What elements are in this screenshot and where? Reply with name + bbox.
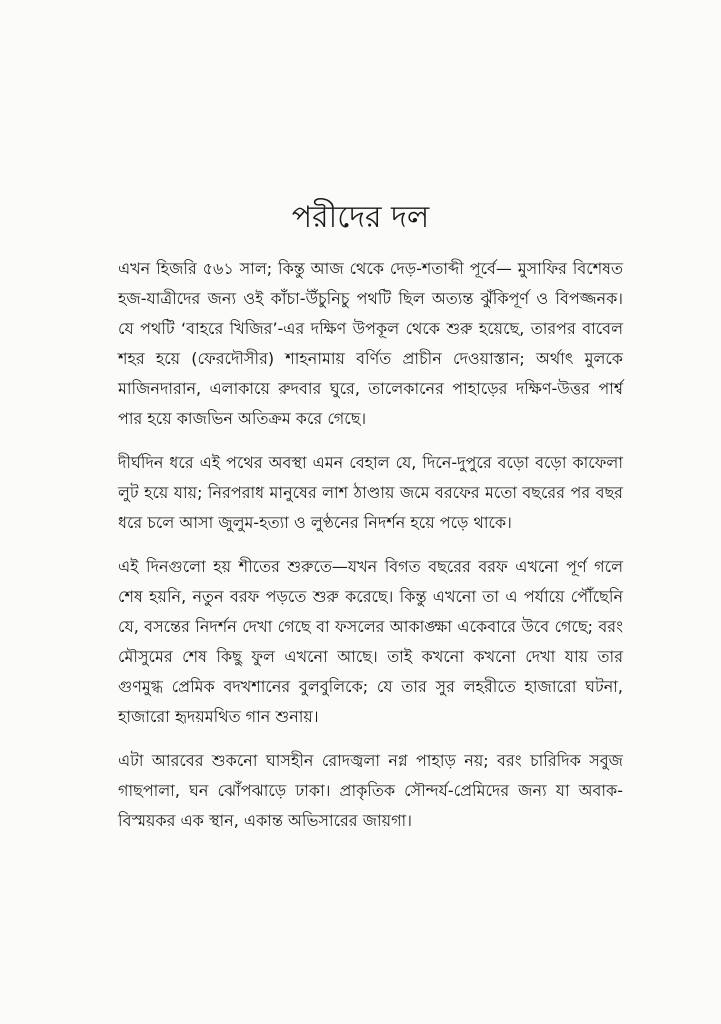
body-text xyxy=(118,254,623,850)
paragraph-3: এই দিনগুলো হয় শীতের শুরুতে—যখন বিগত বছরের বরফ এখনো পূর্ণ গলে শেষ হয়নি, নতুন বরফ পড়তে শুরু করেছে। কিন্তু এখনো তা এ পর্যায়ে পৌঁছেনি যে, বসন্তের নিদর্শন দেখা গেছে বা ফসলের আকাঙ্ক্ষা একেবারে উবে গেছে; বরং মৌসুমের শেষ কিছু ফুল এখনো আছে। তাই কখনো কখনো দেখা যায় তার গুণমুগ্ধ প্রেমিক বদখশানের বুলবুলিকে; যে তার সুর লহরীতে হাজারো ঘটনা, হাজারো হৃদয়মথিত গান শুনায়। xyxy=(118,557,623,726)
paragraph-1: এখন হিজরি ৫৬১ সাল; কিন্তু আজ থেকে দেড়-শতাব্দী পূর্বে— মুসাফির বিশেষত হজ-যাত্রীদের জন্য ওই কাঁচা-উঁচুনিচু পথটি ছিল অত্যন্ত ঝুঁকিপূর্ণ ও বিপজ্জনক। যে পথটি ‘বাহরে খিজির’-এর দক্ষিণ উপকূল থেকে শুরু হয়েছে, তারপর বাবেল শহর হয়ে (ফেরদৌসীর) শাহনামায় বর্ণিত প্রাচীন দেওয়াস্তান; অর্থাৎ মুলকে মাজিনদারান, এলাকায়ে রুদবার ঘুরে, তালেকানের পাহাড়ের দক্ষিণ-উত্তর পার্শ্ব পার হয়ে কাজভিন অতিক্রম করে গেছে। xyxy=(118,259,623,428)
paragraph-4: এটা আরবের শুকনো ঘাসহীন রোদজ্বলা নগ্ন পাহাড় নয়; বরং চারিদিক সবুজ গাছপালা, ঘন ঝোঁপঝাড়ে ঢাকা। প্রাকৃতিক সৌন্দর্য-প্রেমিদের জন্য যা অবাক-বিস্ময়কর এক স্থান, একান্ত অভিসারের জায়গা। xyxy=(118,751,623,830)
chapter-title: পরীদের দল xyxy=(291,200,430,235)
paragraph-2: দীর্ঘদিন ধরে এই পথের অবস্থা এমন বেহাল যে, দিনে-দুপুরে বড়ো বড়ো কাফেলা লুট হয়ে যায়; নিরপরাধ মানুষের লাশ ঠাণ্ডায় জমে বরফের মতো বছরের পর বছর ধরে চলে আসা জুলুম-হত্যা ও লুণ্ঠনের নিদর্শন হয়ে পড়ে থাকে। xyxy=(118,453,623,532)
